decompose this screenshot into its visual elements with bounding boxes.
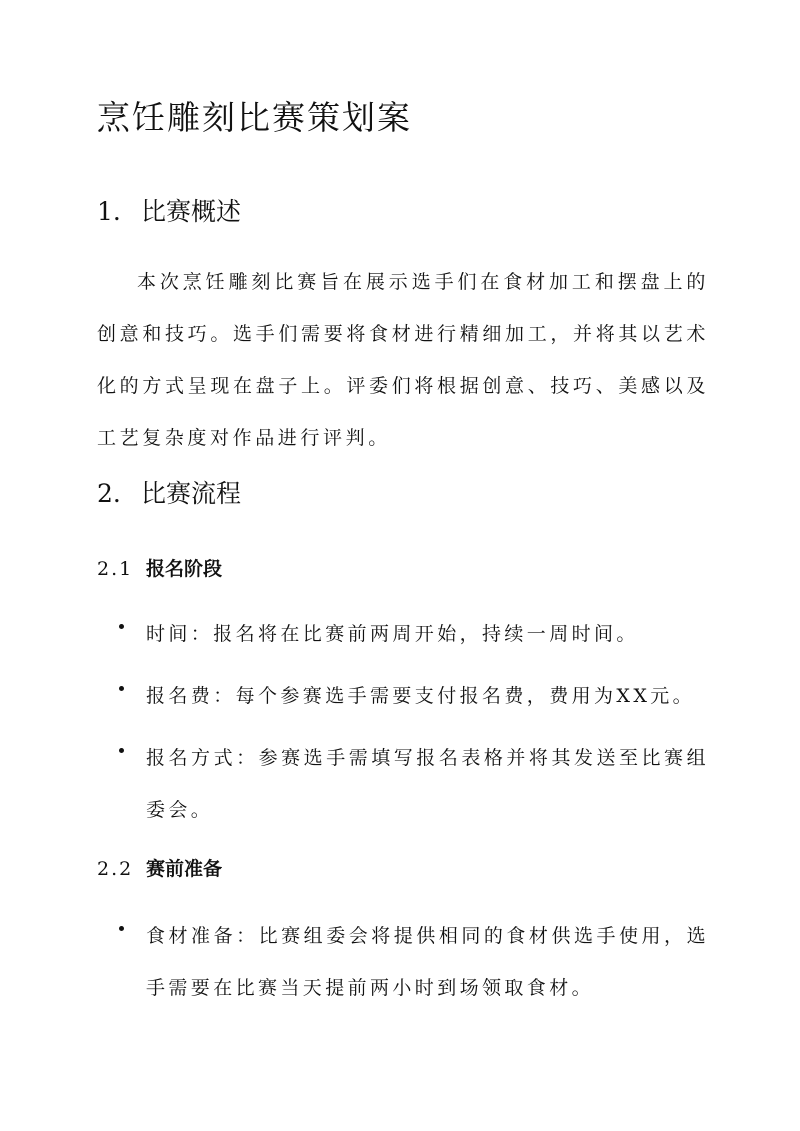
subsection-heading-registration: [97, 556, 222, 582]
section-heading-process: [97, 478, 241, 510]
list-item-text: 报名方式：参赛选手需填写报名表格并将其发送至比赛组委会。: [146, 747, 709, 821]
bullet-icon: [119, 624, 124, 629]
subsection-heading-preparation: [97, 856, 222, 882]
list-item: [119, 732, 709, 836]
subsection-title: 报名阶段: [146, 558, 223, 580]
section-title: 比赛流程: [141, 479, 242, 508]
list-item-text: 食材准备：比赛组委会将提供相同的食材供选手使用，选手需要在比赛当天提前两小时到场领取食材。: [146, 925, 709, 999]
subsection-number: 2.1: [97, 558, 134, 580]
section-heading-overview: [97, 196, 241, 228]
bullet-icon: [119, 686, 124, 691]
section-number: 1.: [97, 197, 121, 226]
list-item: [119, 910, 709, 1014]
subsection-number: 2.2: [97, 858, 134, 880]
list-item: [119, 608, 709, 660]
bullet-icon: [119, 748, 124, 753]
list-item: [119, 670, 709, 722]
document-title: 烹饪雕刻比赛策划案: [97, 98, 412, 137]
overview-paragraph: 本次烹饪雕刻比赛旨在展示选手们在食材加工和摆盘上的创意和技巧。选手们需要将食材进行精细加工，并将其以艺术化的方式呈现在盘子上。评委们将根据创意、技巧、美感以及工艺复杂度对作品进行评判。: [97, 271, 709, 449]
subsection-title: 赛前准备: [146, 858, 223, 880]
section-number: 2.: [97, 479, 121, 508]
section-title: 比赛概述: [141, 197, 242, 226]
bullet-icon: [119, 926, 124, 931]
list-item-text: 时间：报名将在比赛前两周开始，持续一周时间。: [146, 623, 639, 645]
list-item-text: 报名费：每个参赛选手需要支付报名费，费用为XX元。: [146, 685, 696, 707]
